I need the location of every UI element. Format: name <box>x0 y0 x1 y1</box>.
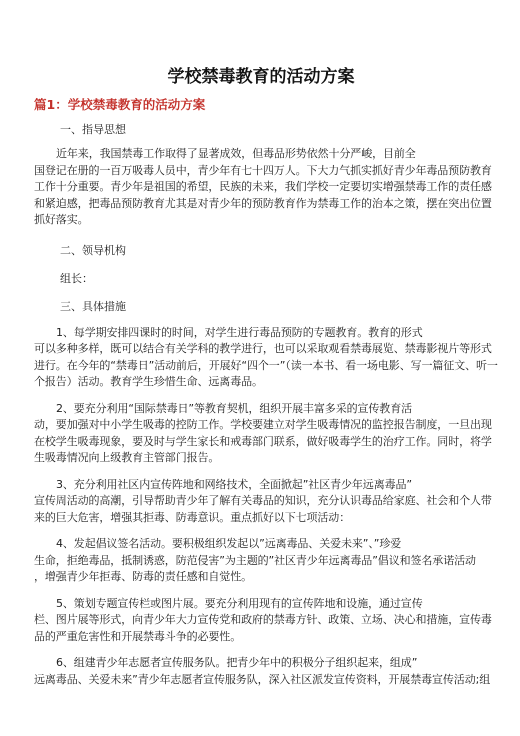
text-line: 栏、图片展等形式，向青少年大力宣传党和政府的禁毒方针、政策、立场、决心和措施，宣传毒 <box>34 613 492 626</box>
leader-label: 组长： <box>60 271 93 285</box>
heading-guiding-ideology: 一、指导思想 <box>60 123 126 136</box>
heading-measures: 三、具体措施 <box>60 299 126 313</box>
text-line: 4、发起倡议签名活动。要积极组织发起以”远离毒品、关爱未来”、”珍爱 <box>56 537 402 550</box>
measure-6 <box>34 655 491 688</box>
section-subtitle: 篇1：学校禁毒教育的活动方案 <box>34 97 206 112</box>
text-line: 3、充分利用社区内宣传阵地和网络技术，全面掀起”社区青少年远离毒品” <box>56 477 412 491</box>
text-line: 6、组建青少年志愿者宣传服务队。把青少年中的积极分子组织起来，组成” <box>56 656 418 669</box>
text-line: 进行。在今年的“禁毒日”活动前后，开展好“四个一”（读一本书、看一场电影、写一篇征文、听一 <box>34 358 498 372</box>
text-line: 远离毒品、关爱未来”青少年志愿者宣传服务队，深入社区派发宣传资料，开展禁毒宣传活动;组 <box>34 672 491 686</box>
measure-1 <box>34 325 498 391</box>
text-line: 动，要加强对中小学生吸毒的控防工作。学校要建立对学生吸毒情况的监控报告制度，一旦出现 <box>34 418 492 431</box>
text-line: 生命，拒绝毒品，抵制诱惑，防范侵害”为主题的”社区青少年远离毒品”倡议和签名承诺活动 <box>34 553 476 567</box>
paragraph-guiding-ideology <box>34 146 492 229</box>
measure-5 <box>34 596 492 646</box>
text-line: 国登记在册的一百万吸毒人员中，青少年有七十四万人。下大力气抓实抓好青少年毒品预防教育 <box>34 163 492 177</box>
text-line: 和紧迫感，把毒品预防教育尤其是对青少年的预防教育作为禁毒工作的治本之策，摆在突出位置 <box>34 196 492 210</box>
heading-leadership: 二、领导机构 <box>60 243 126 257</box>
text-line: 生吸毒情况向上级教育主管部门报告。 <box>34 451 220 464</box>
measure-3 <box>34 477 492 527</box>
measure-2 <box>34 401 492 467</box>
text-line: 来的巨大危害，增强其拒毒、防毒意识。重点抓好以下七项活动： <box>34 510 351 524</box>
text-line: 品的严重危害性和开展禁毒斗争的必要性。 <box>34 629 242 643</box>
text-line: 抓好落实。 <box>34 213 89 226</box>
text-line: 2、要充分利用“国际禁毒日”等教育契机，组织开展丰富多采的宣传教育活 <box>56 401 412 415</box>
measure-4 <box>34 536 488 586</box>
text-line: 个报告）活动。教育学生珍惜生命、远离毒品。 <box>34 375 263 388</box>
text-line: 近年来，我国禁毒工作取得了显著成效，但毒品形势依然十分严峻，目前全 <box>56 147 416 160</box>
text-line: 5、策划专题宣传栏或图片展。要充分利用现有的宣传阵地和设施，通过宣传 <box>56 596 423 610</box>
text-line: 在校学生吸毒现象，要及时与学生家长和戒毒部门联系，做好吸毒学生的治疗工作。同时，将学 <box>34 434 492 448</box>
text-line: 工作十分重要。青少年是祖国的希望，民族的未来，我们学校一定要切实增强禁毒工作的责任感 <box>34 180 492 193</box>
page-title: 学校禁毒教育的活动方案 <box>167 67 355 87</box>
text-line: 1、每学期安排四课时的时间，对学生进行毒品预防的专题教育。教育的形式 <box>56 325 423 339</box>
text-line: 宣传周活动的高潮，引导帮助青少年了解有关毒品的知识，充分认识毒品给家庭、社会和个人带 <box>34 494 492 507</box>
text-line: 可以多种多样，既可以结合有关学科的教学进行，也可以采取观看禁毒展览、禁毒影视片等形式 <box>34 342 492 355</box>
text-line: ，增强青少年拒毒、防毒的责任感和自觉性。 <box>34 570 252 583</box>
